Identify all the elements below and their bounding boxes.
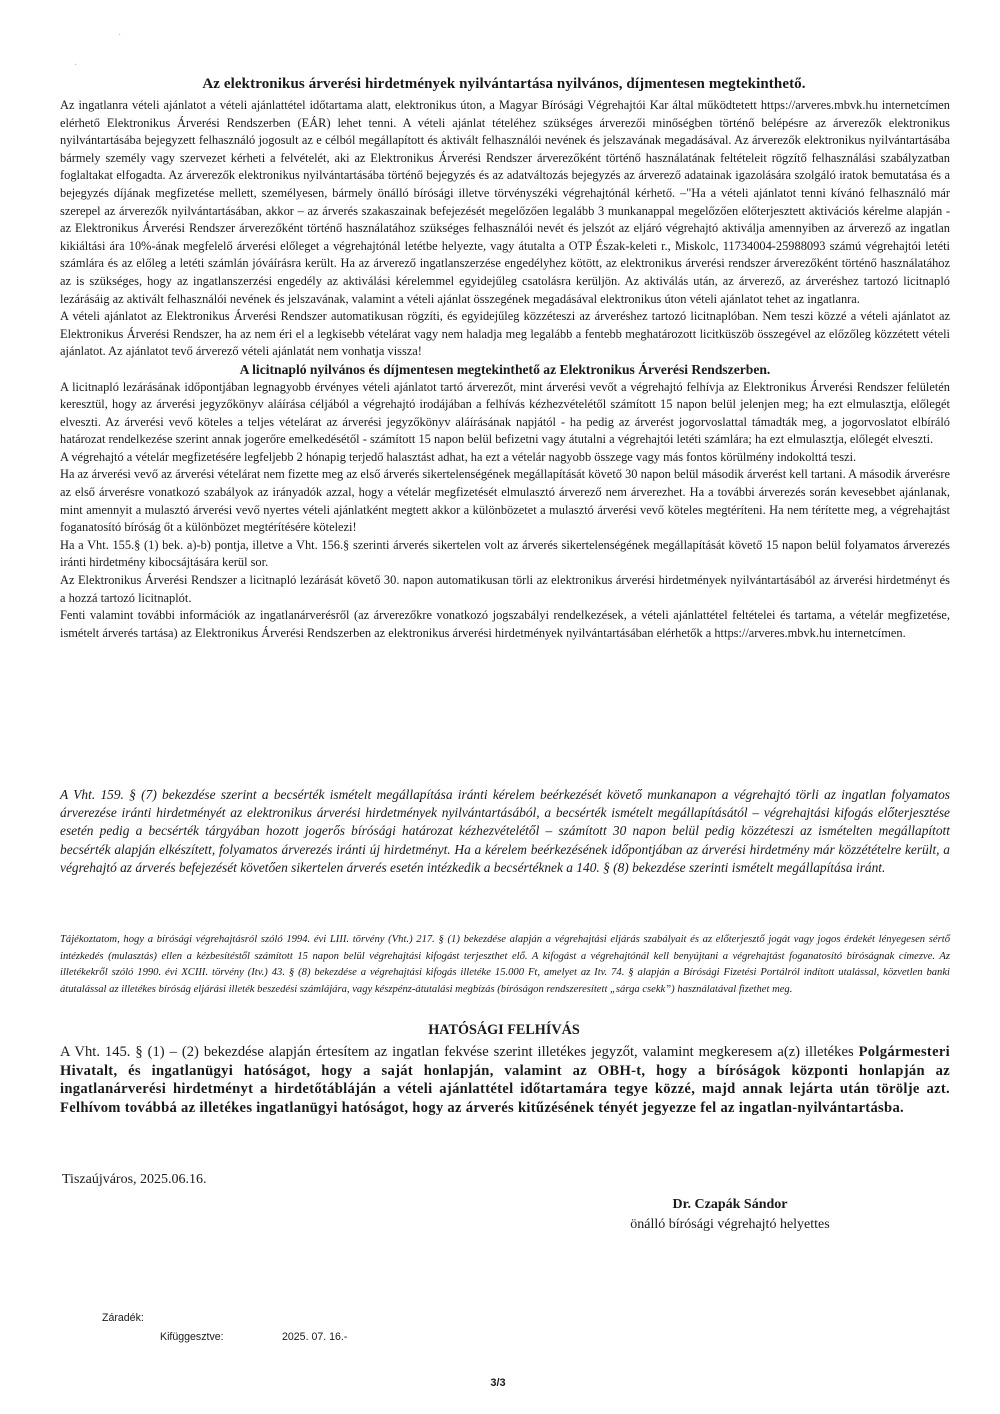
paragraph-auto-deletion: Az Elektronikus Árverési Rendszer a licitnapló lezárását követő 30. napon automatikusan törli az elektronikus árverési hirdetmények nyilvántartásából az árverési hirdetményt és a hozzá tartozó licitnaplót.: [60, 573, 950, 605]
paragraph-bid-recording: A vételi ajánlatot az Elektronikus Árverési Rendszer automatikusan rögzíti, és egyidejűleg közzéteszi az árveréshez tartozó licitnaplóban. Nem teszi közzé a vételi ajánlatot az Elektronikus Árverési Rendszer, ha az nem éri el a legkisebb vételárat vagy nem haladja meg legalább a fentebb meghatározott licitküszöb összegével az előzőleg közzétett vételi ajánlatot. Az ajánlatot tevő árverező vételi ajánlatát nem vonhatja vissza!: [60, 309, 950, 359]
signer-name: Dr. Czapák Sándor: [672, 1197, 788, 1212]
signer-title: önálló bírósági végrehajtó helyettes: [630, 1217, 830, 1232]
scan-speck: ·: [118, 30, 122, 41]
kifuggesztve-date: 2025. 07. 16.-: [282, 1331, 348, 1343]
authority-request-plain: A Vht. 145. § (1) – (2) bekezdése alapján értesítem az ingatlan fekvése szerint illetékes jegyzőt, valamint megkeresem a(z) illetékes: [60, 1044, 854, 1060]
valuation-notice: [60, 786, 950, 877]
scan-speck: ·: [74, 60, 78, 71]
paragraph-continuous-auction: Ha a Vht. 155.§ (1) bek. a)-b) pontja, illetve a Vht. 156.§ szerinti árverés sikertelen volt az árverés sikertelenségének megállapítását követő 15 napon belül folyamatos árverezés iránti hirdetmény kibocsájtására kerül sor.: [60, 537, 950, 570]
licitnaplo-title: A licitnapló nyilvános és díjmentesen megtekinthető az Elektronikus Árverési Rendszerben.: [239, 361, 771, 377]
auction-info-section: [60, 97, 950, 642]
authority-request-text: [60, 1043, 950, 1117]
valuation-notice-text: A Vht. 159. § (7) bekezdése szerint a becsérték ismételt megállapítása iránti kérelem beérkezését követő munkanapon a végrehajtó törli az ingatlan folyamatos árverezése iránti hirdetményét az elektronikus árverési hirdetmények nyilvántartásából, a becsérték ismételt megállapításától – végrehajtási kifogás előterjesztése esetén pedig a becsérték tárgyában hozott jogerős bírósági határozat kézhezvételétől – számított 30 napon belül pedig közzéteszi az ismételten megállapított becsérték alapján elkészített, folyamatos árverezés iránti új hirdetményt. Ha a kérelem beérkezésének időpontjában az árverési hirdetmény már közzétételre került, a végrehajtó az árverés befejezését követően sikertelen árverés esetén intézkedik a becsértéknek a 140. § (8) bekezdése szerinti ismételt megállapítása iránt.: [60, 787, 950, 875]
remedy-notice-text: Tájékoztatom, hogy a bírósági végrehajtásról szóló 1994. évi LIII. törvény (Vht.) 217. § (1) bekezdése alapján a végrehajtási eljárás szabályait és az előterjesztő jogát vagy jogos érdekét lényegesen sértő intézkedés (mulasztás) ellen a kézbesítéstől számított 15 napon belül végrehajtási kifogást terjeszthet elő. A kifogást a végrehajtónál kell benyújtani a végrehajtást foganatosító bíróságnak címezve. Az illetékekről szóló 1990. évi XCIII. törvény (Itv.) 43. § (8) bekezdése a végrehajtási kifogás illetéke 15.000 Ft, amelyet az Itv. 74. § alapján a Bírósági Fizetési Portálról indított utalással, közvetlen banki átutalással az illetékes bíróság eljárási illeték beszedési számlájára, vagy készpénz-átutalási megbízás (bíróságon rendszeresített „sárga csekk”) használatával fizethet meg.: [60, 934, 950, 995]
page-number: 3/3: [490, 1377, 506, 1389]
authority-request-title: HATÓSÁGI FELHÍVÁS: [428, 1022, 580, 1038]
paragraph-winning-bidder: A licitnapló lezárásának időpontjában legnagyobb érvényes vételi ajánlatot tartó árverezőt, mint árverési vevőt a végrehajtó felhívja az Elektronikus Árverési Rendszer felületén keresztül, hogy az árverési jegyzőkönyv aláírása céljából a végrehajtó irodájában a felhívás kézhezvételétől számított 15 napon belül jelenjen meg; ha ezt elmulasztja, előlegét elveszti. Az árverési vevő köteles a teljes vételárat az árverési jegyzőkönyv aláírásának napjától - ha pedig az árverést jogorvoslattal támadták meg, a jogorvoslatot elbíráló határozat rendelkezése szerint annak jogerőre emelkedésétől - számított 15 napon belül befizetni vagy átutalni a végrehajtói letéti számlára; ha ezt elmulasztja, előlegét elveszti.: [60, 379, 950, 447]
paragraph-further-info: Fenti valamint további információk az ingatlanárverésről (az árverezőkre vonatkozó jogszabályi rendelkezések, a vételi ajánlattétel feltételei és tartama, a vételár megfizetése, ismételt árverés tartása) az Elektronikus Árverési Rendszerben az elektronikus árverési hirdetmények nyilvántartásában elérhetők a https://arveres.mbvk.hu internetcímen.: [60, 608, 950, 640]
remedy-notice: [60, 932, 950, 998]
authority-request: [60, 1043, 950, 1117]
zaradek-label: Záradék:: [102, 1312, 144, 1324]
authority-request-bold: Polgármesteri Hivatalt, és ingatlanügyi hatóságot, hogy a saját honlapján, valamint az OBH-t, hogy a bíróságok központi honlapján az ingatlanárverési hirdetményt a hirdetőtábláján a vételi ajánlattétel időtartamára tegye közzé, majd annak lejárta után törölje azt. Felhívom továbbá az illetékes ingatlanügyi hatóságot, hogy az árverés kitűzésének tényét jegyezze fel az ingatlan-nyilvántartásba.: [60, 1044, 950, 1116]
paragraph-second-auction: Ha az árverési vevő az árverési vételárat nem fizette meg az első árverés sikertelenségének megállapítását követő 30 napon belül második árverést kell tartani. A második árverésre az első árverésre vonatkozó szabályok az irányadók azzal, hogy a vételár megfizetését elmulasztó árverező nem árverezhet. Ha a további árverezés során kevesebbet ajánlanak, mint amennyit a mulasztó árverési vevő nyertes vételi ajánlatként megtett akkor a különbözetet a mulasztó árverési vevő köteles megtéríteni. Ha nem térítette meg, a végrehajtást foganatosító bíróság őt a különbözet megtérítésére kötelezi!: [60, 467, 950, 535]
signature-block: [600, 1195, 860, 1235]
paragraph-payment-deferral: A végrehajtó a vételár megfizetésére legfeljebb 2 hónapig terjedő halasztást adhat, ha ezt a vételár nagyobb összege vagy más fontos körülmény indokolttá teszi.: [60, 449, 857, 464]
kifuggesztve-label: Kifüggesztve:: [160, 1331, 224, 1343]
main-title: Az elektronikus árverési hirdetmények nyilvántartása nyilvános, díjmentesen megtekinthető.: [202, 76, 806, 92]
paragraph-bidding-rules: Az ingatlanra vételi ajánlatot a vételi ajánlattétel időtartama alatt, elektronikus úton, a Magyar Bírósági Végrehajtói Kar által működtetett https://arveres.mbvk.hu internetcímen elérhető Elektronikus Árverési Rendszerben (EÁR) lehet tenni. A vételi ajánlat tételéhez szükséges árverezői minőségben történő belépésre az árverezők elektronikus nyilvántartásába bejegyzett felhasználó jogosult az e célból megállapított és aktivált felhasználói nevének és jelszavának megadásával. Az árverezők elektronikus nyilvántartásába bármely személy vagy szervezet kérheti a felvételét, aki az Elektronikus Árverési Rendszer árverezőként történő használatának feltételeit rögzítő felhasználási szabályzatban foglaltakat elfogadta. Az árverezők elektronikus nyilvántartásába történő bejegyzés és az adatváltozás bejegyzés az árverező adatainak igazolására szolgáló iratok bemutatása és a bejegyzés díjának megfizetése mellett, személyesen, bármely önálló bírósági illetve törvényszéki végrehajtónál kérhető. –"Ha a vételi ajánlatot tenni kívánó felhasználó már szerepel az árverezők nyilvántartásában, akkor – az árverés szakaszainak befejezését megelőzően legalább 3 munkanappal megelőzően előterjesztett aktivációs kérelme alapján - az Elektronikus Árverési Rendszer árverezőként történő használatához szükséges felhasználói nevét és jelszót az eljáró végrehajtó aktiválja amennyiben az árverező az ingatlan kikiáltási ára 10%-ának megfelelő árverési előleget a végrehajtónál letétbe helyezte, vagy átutalta a OTP Észak-keleti r., Miskolc, 11734004-25988093 számú végrehajtói letéti számlára és az előleg a letéti számlán jóváírásra került. Ha az árverező ingatlanszerzése engedélyhez kötött, az elektronikus árverési rendszer árverezőként történő használatához az is szükséges, hogy az ingatlanszerzési engedély az aktiválási kérelemmel egyidejűleg csatolásra kerüljön. Az aktiválás után, az árverező, az árveréshez tartozó licitnapló lezárásáig az aktivált felhasználói nevének és jelszavának, valamint a vételi ajánlat összegének megadásával elektronikus úton vételi ajánlatot tehet az ingatlanra.: [60, 98, 950, 306]
place-and-date: Tiszaújváros, 2025.06.16.: [62, 1172, 207, 1187]
